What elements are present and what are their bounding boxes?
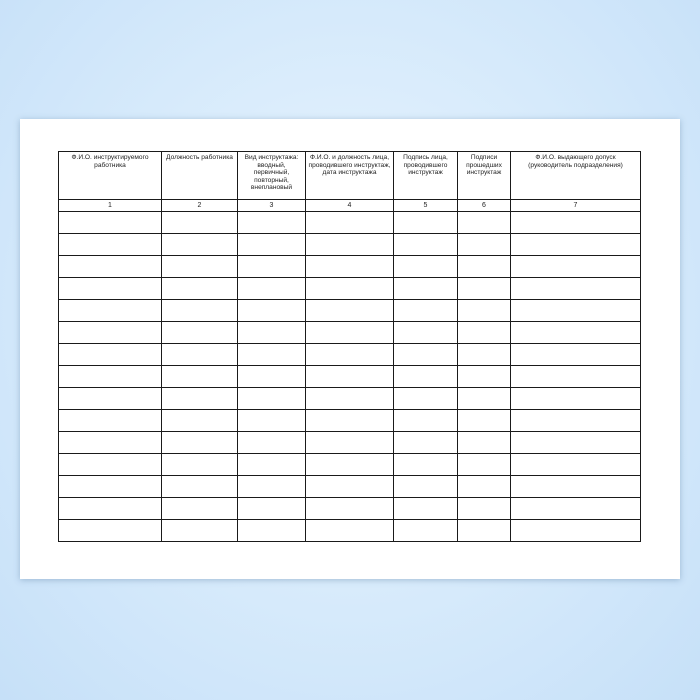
table-row <box>59 498 641 520</box>
table-cell <box>458 234 511 256</box>
table-cell <box>238 410 306 432</box>
table-cell <box>394 278 458 300</box>
table-cell <box>511 432 641 454</box>
table-cell <box>306 212 394 234</box>
table-cell <box>458 520 511 542</box>
table-cell <box>394 432 458 454</box>
table-cell <box>511 410 641 432</box>
table-cell <box>394 300 458 322</box>
table-cell <box>511 256 641 278</box>
table-cell <box>59 454 162 476</box>
column-number: 7 <box>511 200 641 212</box>
table-cell <box>162 366 238 388</box>
table-row <box>59 388 641 410</box>
table-row <box>59 454 641 476</box>
table-cell <box>238 498 306 520</box>
table-cell <box>458 212 511 234</box>
column-header-permit-issuer: Ф.И.О. выдающего допуск (руководитель подразделения) <box>511 152 641 200</box>
table-cell <box>59 234 162 256</box>
table-cell <box>162 212 238 234</box>
table-row <box>59 300 641 322</box>
column-header-trainee-signatures: Подписи прошедших инструктаж <box>458 152 511 200</box>
table-cell <box>306 234 394 256</box>
table-cell <box>511 498 641 520</box>
table-cell <box>59 322 162 344</box>
table-cell <box>511 454 641 476</box>
column-number: 6 <box>458 200 511 212</box>
table-cell <box>458 498 511 520</box>
column-number: 4 <box>306 200 394 212</box>
table-cell <box>162 520 238 542</box>
table-cell <box>162 410 238 432</box>
table-cell <box>458 278 511 300</box>
table-cell <box>238 520 306 542</box>
table-cell <box>511 388 641 410</box>
table-cell <box>238 454 306 476</box>
table-cell <box>162 432 238 454</box>
table-cell <box>394 520 458 542</box>
table-cell <box>394 212 458 234</box>
table-cell <box>458 410 511 432</box>
table-cell <box>238 212 306 234</box>
table-cell <box>394 234 458 256</box>
table-cell <box>394 410 458 432</box>
table-cell <box>238 476 306 498</box>
table-cell <box>511 344 641 366</box>
table-cell <box>511 234 641 256</box>
table-cell <box>306 256 394 278</box>
column-number: 5 <box>394 200 458 212</box>
table-cell <box>394 454 458 476</box>
table-row <box>59 476 641 498</box>
table-cell <box>306 322 394 344</box>
table-cell <box>511 366 641 388</box>
table-row <box>59 344 641 366</box>
table-cell <box>458 300 511 322</box>
table-cell <box>394 388 458 410</box>
document-sheet <box>20 119 680 579</box>
table-cell <box>238 256 306 278</box>
table-cell <box>394 498 458 520</box>
column-header-briefing-type: Вид инструктажа: вводный, первичный, повторный, внеплановый <box>238 152 306 200</box>
table-cell <box>458 388 511 410</box>
table-cell <box>59 344 162 366</box>
table-cell <box>458 476 511 498</box>
table-cell <box>306 388 394 410</box>
table-cell <box>306 476 394 498</box>
table-row <box>59 234 641 256</box>
table-cell <box>306 344 394 366</box>
header-row <box>59 152 641 200</box>
briefing-journal-table <box>58 151 641 542</box>
table-cell <box>306 454 394 476</box>
table-cell <box>162 278 238 300</box>
table-cell <box>306 410 394 432</box>
table-cell <box>511 476 641 498</box>
table-cell <box>162 388 238 410</box>
table-cell <box>238 300 306 322</box>
table-cell <box>59 410 162 432</box>
table-cell <box>59 366 162 388</box>
table-cell <box>306 300 394 322</box>
table-cell <box>394 476 458 498</box>
table-row <box>59 322 641 344</box>
table-cell <box>458 322 511 344</box>
table-row <box>59 520 641 542</box>
table-cell <box>511 322 641 344</box>
column-number: 2 <box>162 200 238 212</box>
table-cell <box>59 520 162 542</box>
table-cell <box>306 366 394 388</box>
table-cell <box>162 476 238 498</box>
table-cell <box>238 322 306 344</box>
table-cell <box>511 212 641 234</box>
table-cell <box>458 432 511 454</box>
table-cell <box>238 388 306 410</box>
table-cell <box>394 322 458 344</box>
table-cell <box>458 366 511 388</box>
table-cell <box>306 498 394 520</box>
table-cell <box>458 344 511 366</box>
column-number: 3 <box>238 200 306 212</box>
table-cell <box>59 388 162 410</box>
table-cell <box>162 300 238 322</box>
table-cell <box>394 366 458 388</box>
table-cell <box>238 344 306 366</box>
table-cell <box>59 278 162 300</box>
table-cell <box>238 234 306 256</box>
column-header-position: Должность работника <box>162 152 238 200</box>
table-cell <box>238 432 306 454</box>
table-cell <box>59 300 162 322</box>
table-cell <box>162 322 238 344</box>
table-cell <box>162 498 238 520</box>
table-cell <box>458 454 511 476</box>
table-cell <box>238 366 306 388</box>
table-cell <box>458 256 511 278</box>
table-cell <box>59 212 162 234</box>
column-header-instructor-signature: Подпись лица, проводившего инструктаж <box>394 152 458 200</box>
table-row <box>59 432 641 454</box>
column-number-row <box>59 200 641 212</box>
table-row <box>59 410 641 432</box>
column-header-instructor: Ф.И.О. и должность лица, проводившего инструктаж, дата инструктажа <box>306 152 394 200</box>
column-number: 1 <box>59 200 162 212</box>
table-cell <box>306 432 394 454</box>
table-cell <box>394 344 458 366</box>
table-cell <box>511 520 641 542</box>
table-cell <box>162 454 238 476</box>
table-cell <box>511 278 641 300</box>
table-cell <box>59 498 162 520</box>
table-cell <box>162 234 238 256</box>
table-cell <box>306 520 394 542</box>
table-cell <box>162 344 238 366</box>
table-cell <box>394 256 458 278</box>
table-row <box>59 212 641 234</box>
table-row <box>59 278 641 300</box>
table-row <box>59 366 641 388</box>
table-cell <box>238 278 306 300</box>
table-cell <box>162 256 238 278</box>
table-cell <box>59 476 162 498</box>
table-cell <box>306 278 394 300</box>
column-header-full-name: Ф.И.О. инструктируемого работника <box>59 152 162 200</box>
table-cell <box>59 432 162 454</box>
table-cell <box>511 300 641 322</box>
table-cell <box>59 256 162 278</box>
table-row <box>59 256 641 278</box>
